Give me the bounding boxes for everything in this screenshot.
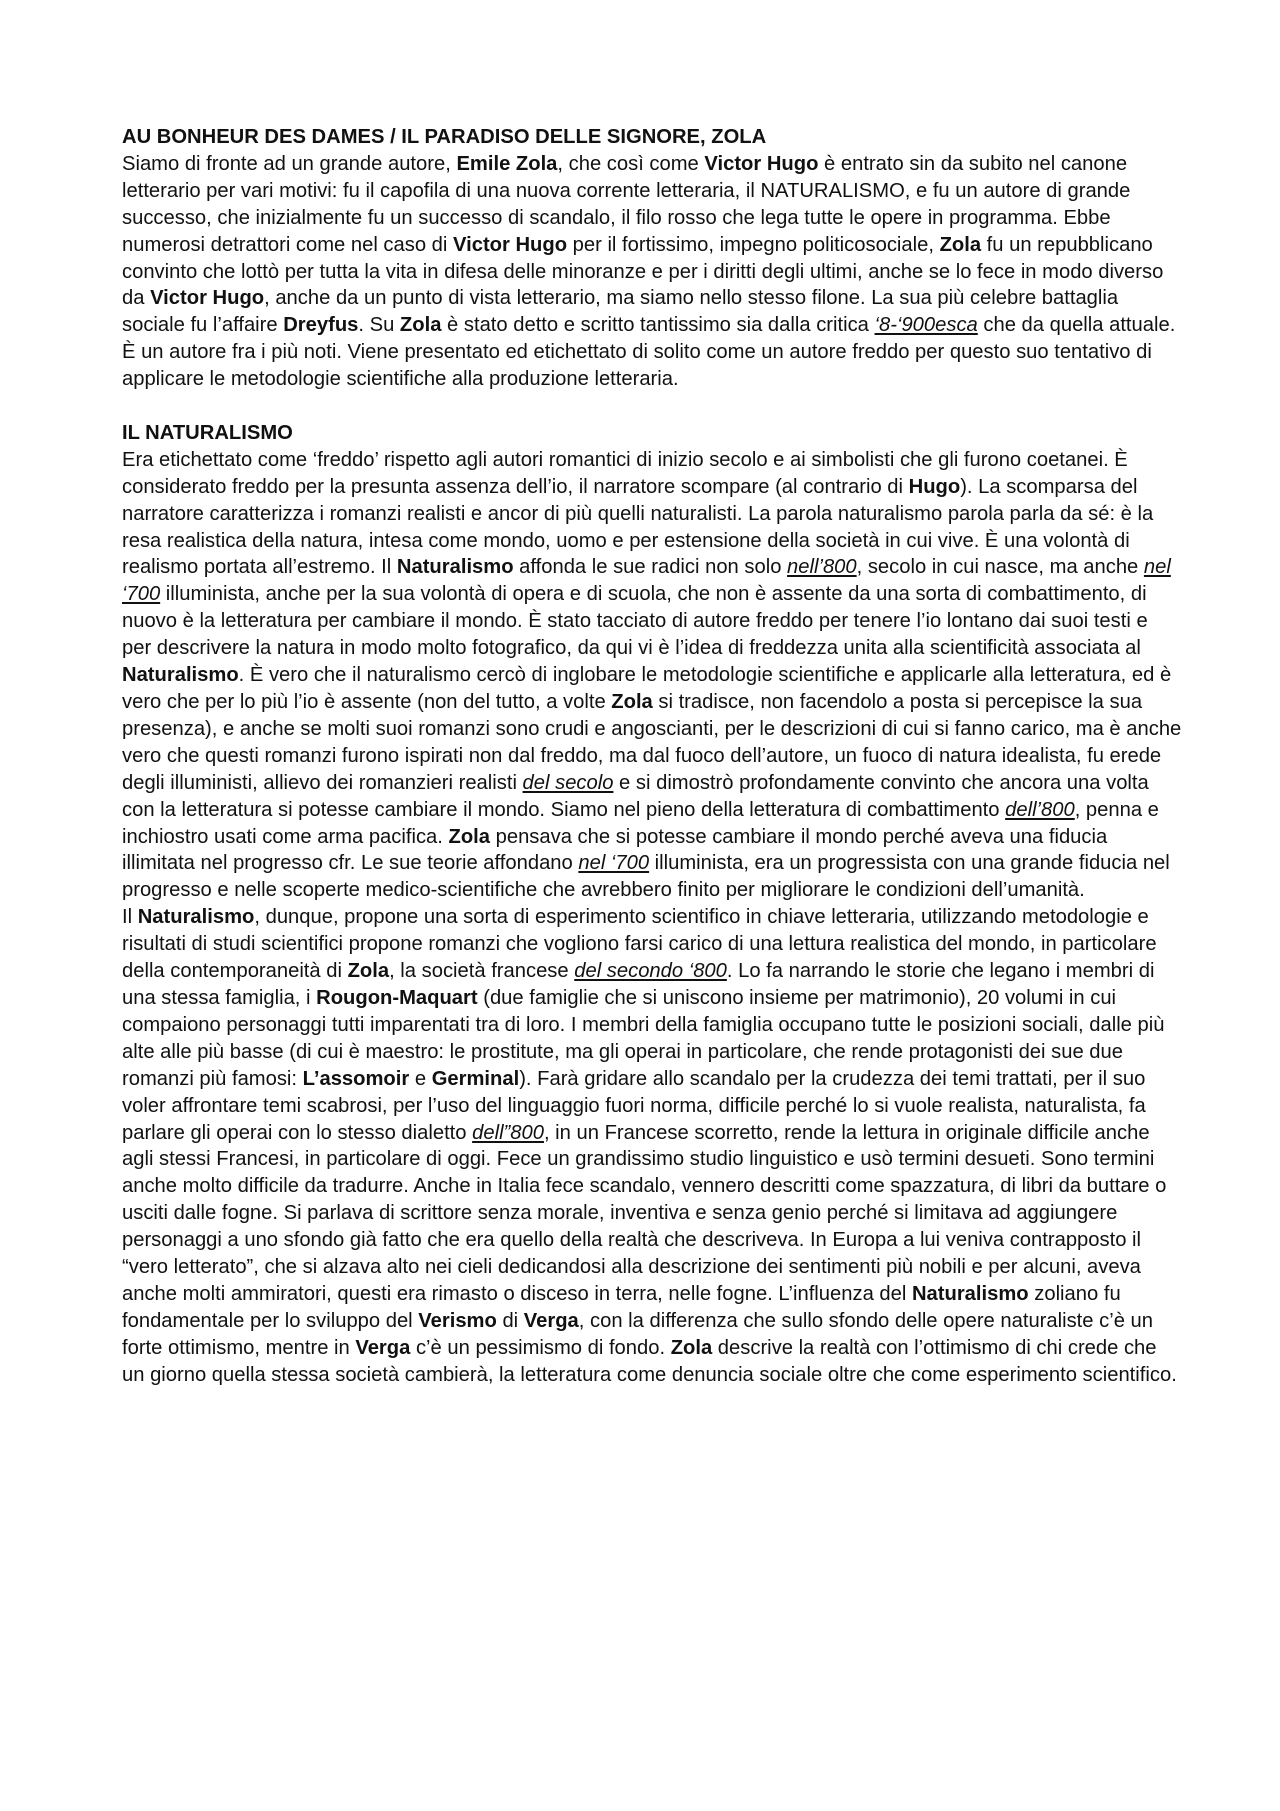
text-run: è entrato sin da subito nel canone letterario per vari motivi: fu il capofila di una nuova corrente letteraria, il NATURALISMO, e fu un autore di grande successo, che inizialmente fu un successo di scandalo, il filo rosso che lega tutte le opere in programma. Ebbe numerosi detrattori come nel caso di [122, 152, 1131, 256]
paragraph-naturalismo-definition [122, 447, 1182, 904]
text-run: , penna e inchiostro usati come arma pacifica. [122, 798, 1159, 848]
underlined-reference: nel ‘700 [122, 556, 1171, 606]
text-run: , la società francese [389, 960, 575, 983]
bold-term: Naturalismo [122, 664, 239, 687]
text-run: (due famiglie che si uniscono insieme per matrimonio), 20 volumi in cui compaiono personaggi tutti imparentati tra di loro. I membri della famiglia occupano tutte le posizioni sociali, dalle più alte alle più basse (di cui è maestro: le prostitute, ma gli operai in particolare, che rende protagonisti dei sue due romanzi più famosi: [122, 986, 1165, 1090]
bold-term: Hugo [908, 475, 961, 498]
underlined-reference: dell”800 [472, 1121, 544, 1144]
bold-term: Zola [347, 960, 390, 983]
text-run: , dunque, propone una sorta di esperimento scientifico in chiave letteraria, utilizzando metodologie e risultati di studi scientifici propone romanzi che vogliono farsi carico di una lettura realistica del mondo, in particolare della contemporaneità di [122, 906, 1157, 983]
text-run: fu un repubblicano convinto che lottò per tutta la vita in difesa delle minoranze e per i diritti degli ultimi, anche se lo fece in modo diverso da [122, 233, 1164, 310]
text-run: zoliano fu fondamentale per lo sviluppo del [122, 1282, 1121, 1332]
bold-term: Naturalismo [396, 556, 514, 579]
text-run: è stato detto e scritto tantissimo sia dalla critica [441, 314, 875, 337]
underlined-reference: dell’800 [1005, 798, 1075, 821]
text-run: illuminista, anche per la sua volontà di opera e di scuola, che non è assente da una sorta di combattimento, di nuovo è la letteratura per cambiare il mondo. È stato tacciato di autore freddo per tenere l’io lontano dai suoi testi e per descrivere la natura in modo molto fotografico, da qui vi è l’idea di freddezza unita alla scientificità associata al [122, 583, 1148, 660]
section-title-naturalismo: IL NATURALISMO [122, 421, 293, 444]
paragraph-naturalismo-esperimento [122, 904, 1182, 1388]
text-run: Il [122, 906, 138, 929]
text-run: di [496, 1309, 524, 1332]
underlined-reference: ‘8-‘900esca [874, 314, 978, 337]
bold-term: Zola [939, 233, 982, 256]
bold-term: Verismo [418, 1309, 497, 1332]
text-run: . È vero che il naturalismo cercò di inglobare le metodologie scientifiche e applicarle alla letteratura, ed è vero che per lo più l’io è assente (non del tutto, a volte [122, 664, 1172, 714]
text-run: , in un Francese scorretto, rende la lettura in originale difficile anche agli stessi Francesi, in particolare di oggi. Fece un grandissimo studio linguistico e usò termini desueti. Sono termini anche molto difficile da tradurre. Anche in Italia fece scandalo, vennero descritti come spazzatura, di libri da buttare o usciti dalle fogne. Si parlava di scrittore senza morale, inventiva e senza genio perché si limitava ad aggiungere personaggi a uno sfondo già fatto che era quello della realtà che descriveva. In Europa a lui veniva contrapposto il “vero letterato”, che si alzava alto nei cieli dedicandosi alla descrizione dei sentimenti più nobili e per alcuni, aveva anche molti ammiratori, questi era rimasto o disceso in terra, nelle fogne. L’influenza del [122, 1121, 1167, 1305]
text-run: , anche da un punto di vista letterario, ma siamo nello stesso filone. La sua più celebre battaglia sociale fu l’affaire [122, 287, 1119, 337]
bold-term: Emile Zola [456, 152, 558, 175]
bold-term: Dreyfus [283, 314, 359, 337]
bold-term: Zola [670, 1336, 713, 1359]
bold-term: Germinal [431, 1067, 520, 1090]
paragraph-zola-intro [122, 151, 1182, 393]
text-run: affonda le sue radici non solo [513, 556, 788, 579]
underlined-reference: nel ‘700 [578, 852, 650, 875]
text-run: e [409, 1067, 432, 1090]
bold-term: Verga [355, 1336, 411, 1359]
bold-term: Victor Hugo [453, 233, 568, 256]
text-run: , che così come [557, 152, 705, 175]
text-run: c’è un pessimismo di fondo. [410, 1336, 671, 1359]
text-run: si tradisce, non facendolo a posta si percepisce la sua presenza), e anche se molti suoi romanzi sono crudi e angoscianti, per le descrizioni di cui si fanno carico, ma è anche vero che questi romanzi furono ispirati non dal freddo, ma dal fuoco dell’autore, un fuoco di natura idealista, fu erede degli illuministi, allievo dei romanzieri realisti [122, 691, 1182, 794]
text-run: . Su [358, 314, 400, 337]
text-run: ). Farà gridare allo scandalo per la crudezza dei temi trattati, per il suo voler affrontare temi scabrosi, per l’uso del linguaggio fuori norma, difficile perché lo si vuole realista, naturalista, fa parlare gli operai con lo stesso dialetto [122, 1067, 1146, 1144]
text-run: pensava che si potesse cambiare il mondo perché aveva una fiducia illimitata nel progresso cfr. Le sue teorie affondano [122, 825, 1108, 875]
text-run: illuminista, era un progressista con una grande fiducia nel progresso e nelle scoperte medico-scientifiche che avrebbero finito per migliorare le condizioni dell’umanità. [122, 852, 1170, 902]
bold-term: Naturalismo [911, 1282, 1029, 1305]
paragraph-gap [122, 393, 1182, 420]
text-run: , secolo in cui nasce, ma anche [856, 556, 1144, 579]
bold-term: Zola [399, 314, 442, 337]
bold-term: Zola [611, 691, 653, 714]
underlined-reference: del secolo [522, 771, 614, 794]
text-run: . Lo fa narrando le storie che legano i membri di una stessa famiglia, i [122, 960, 1155, 1009]
text-run: ). La scomparsa del narratore caratterizza i romanzi realisti e ancor di più quelli naturalisti. La parola naturalismo parola parla da sé: è la resa realistica della natura, intesa come mondo, uomo e per estensione della società in cui vive. È una volontà di realismo portata all’estremo. Il [122, 475, 1154, 579]
text-run: Era etichettato come ‘freddo’ rispetto agli autori romantici di inizio secolo e ai simbolisti che gli furono coetanei. È considerato freddo per la presunta assenza dell’io, il narratore scompare (al contrario di [122, 448, 1128, 498]
bold-term: Victor Hugo [704, 152, 819, 175]
text-run: descrive la realtà con l’ottimismo di chi crede che un giorno quella stessa società cambierà, la letteratura come denuncia sociale oltre che come esperimento scientifico. [122, 1336, 1177, 1386]
text-run: per il fortissimo, impegno politicosociale, [567, 233, 940, 256]
bold-term: Rougon-Maquart [316, 986, 478, 1009]
text-run: e si dimostrò profondamente convinto che ancora una volta con la letteratura si potesse cambiare il mondo. Siamo nel pieno della letteratura di combattimento [122, 771, 1149, 821]
underlined-reference: del secondo ‘800 [574, 960, 727, 983]
bold-term: Victor Hugo [150, 287, 265, 310]
section-title-au-bonheur: AU BONHEUR DES DAMES / IL PARADISO DELLE SIGNORE, ZOLA [122, 126, 767, 148]
document-page [122, 124, 1182, 1389]
text-run: che da quella attuale. È un autore fra i più noti. Viene presentato ed etichettato di solito come un autore freddo per questo suo tentativo di applicare le metodologie scientifiche alla produzione letteraria. [122, 314, 1176, 391]
text-run: , con la differenza che sullo sfondo delle opere naturaliste c’è un forte ottimismo, mentre in [122, 1309, 1154, 1359]
bold-term: L’assomoir [302, 1067, 410, 1090]
bold-term: Verga [523, 1309, 579, 1332]
underlined-reference: nell’800 [787, 556, 857, 579]
text-run: Siamo di fronte ad un grande autore, [122, 152, 457, 175]
bold-term: Naturalismo [137, 906, 255, 929]
bold-term: Zola [448, 825, 490, 848]
